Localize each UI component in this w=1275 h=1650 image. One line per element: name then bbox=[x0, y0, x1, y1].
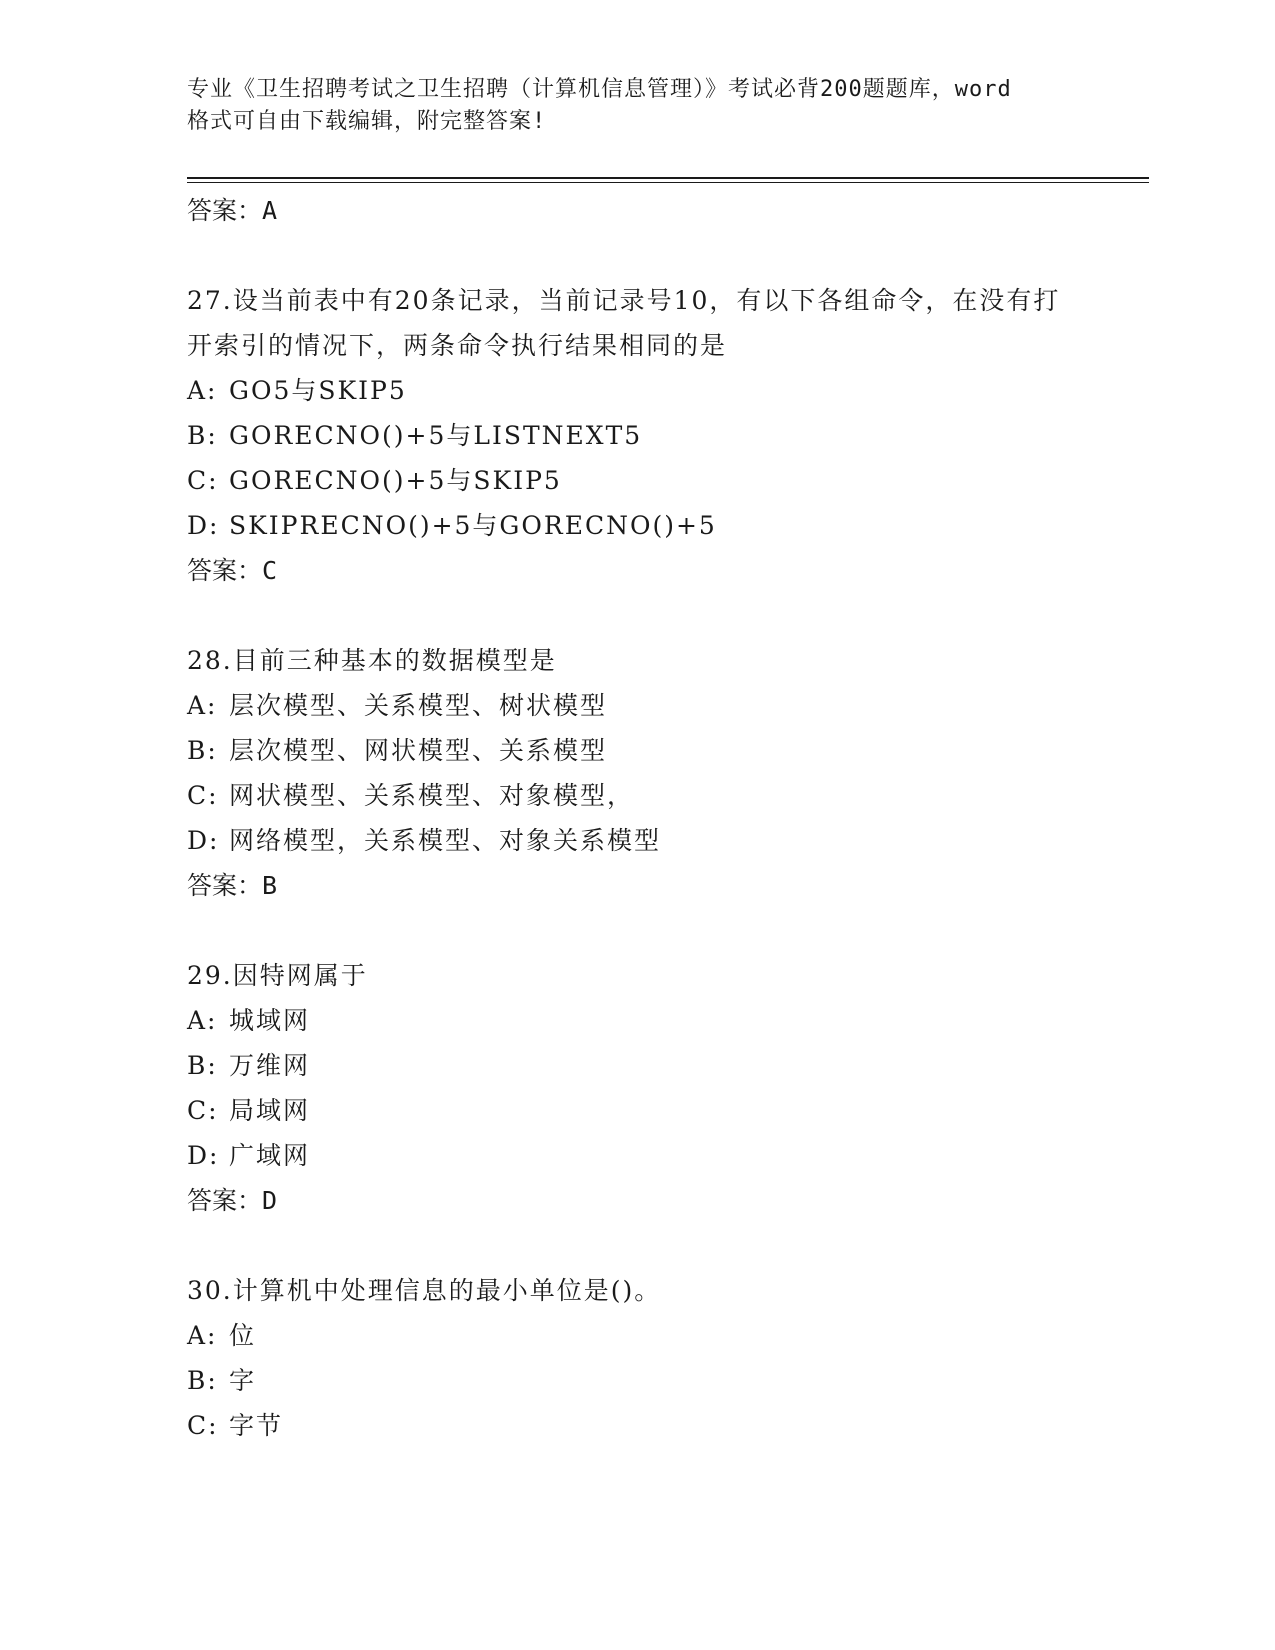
document-header bbox=[187, 74, 1087, 138]
option-label: D: bbox=[187, 1141, 220, 1170]
option-label: D: bbox=[187, 511, 220, 540]
question-block bbox=[187, 638, 1087, 908]
option-label: A: bbox=[187, 1321, 218, 1350]
question-block bbox=[187, 1268, 1087, 1448]
option-a bbox=[187, 1313, 1087, 1358]
option-text: 层次模型、关系模型、树状模型 bbox=[229, 691, 608, 720]
option-label: B: bbox=[187, 1366, 218, 1395]
option-a bbox=[187, 368, 1087, 413]
answer-line: 答案：C bbox=[187, 556, 278, 585]
option-b bbox=[187, 413, 1087, 458]
option-text: 广域网 bbox=[229, 1141, 311, 1170]
option-c bbox=[187, 1088, 1087, 1133]
option-text: 字 bbox=[229, 1366, 257, 1395]
option-d bbox=[187, 503, 1087, 548]
option-a bbox=[187, 998, 1087, 1043]
option-b bbox=[187, 1043, 1087, 1088]
option-label: A: bbox=[187, 691, 218, 720]
option-c bbox=[187, 458, 1087, 503]
question-list bbox=[187, 188, 1087, 1448]
option-text: 位 bbox=[229, 1321, 257, 1350]
option-text: 万维网 bbox=[229, 1051, 311, 1080]
header-line-1: 专业《卫生招聘考试之卫生招聘（计算机信息管理）》考试必背200题题库，word bbox=[187, 77, 1012, 102]
option-label: A: bbox=[187, 376, 218, 405]
option-text: GO5与SKIP5 bbox=[229, 376, 407, 405]
option-c bbox=[187, 1403, 1087, 1448]
option-text: 字节 bbox=[229, 1411, 284, 1440]
option-text: SKIPRECNO()+5与GORECNO()+5 bbox=[229, 511, 717, 540]
option-label: A: bbox=[187, 1006, 218, 1035]
option-d bbox=[187, 1133, 1087, 1178]
answer-line: 答案：A bbox=[187, 196, 278, 225]
option-label: C: bbox=[187, 466, 219, 495]
answer-line: 答案：B bbox=[187, 871, 278, 900]
option-text: 网状模型、关系模型、对象模型， bbox=[229, 781, 635, 810]
question-block bbox=[187, 953, 1087, 1223]
option-d bbox=[187, 818, 1087, 863]
question-text: 29.因特网属于 bbox=[187, 961, 368, 990]
option-text: 城域网 bbox=[229, 1006, 311, 1035]
option-label: C: bbox=[187, 1096, 219, 1125]
question-text: 27.设当前表中有20条记录，当前记录号10，有以下各组命令，在没有打开索引的情况下，两条命令执行结果相同的是 bbox=[187, 286, 1061, 360]
option-b bbox=[187, 1358, 1087, 1403]
header-divider-thick bbox=[187, 177, 1149, 179]
header-divider-thin bbox=[187, 182, 1149, 183]
option-c bbox=[187, 773, 1087, 818]
option-label: D: bbox=[187, 826, 220, 855]
option-label: B: bbox=[187, 736, 218, 765]
answer-line: 答案：D bbox=[187, 1186, 278, 1215]
option-label: C: bbox=[187, 1411, 219, 1440]
option-label: B: bbox=[187, 421, 218, 450]
header-line-2: 格式可自由下载编辑，附完整答案! bbox=[187, 109, 547, 134]
question-block bbox=[187, 278, 1087, 593]
question-text: 28.目前三种基本的数据模型是 bbox=[187, 646, 557, 675]
option-text: 层次模型、网状模型、关系模型 bbox=[229, 736, 608, 765]
option-b bbox=[187, 728, 1087, 773]
question-text: 30.计算机中处理信息的最小单位是()。 bbox=[187, 1276, 662, 1305]
option-text: 网络模型，关系模型、对象关系模型 bbox=[229, 826, 662, 855]
option-a bbox=[187, 683, 1087, 728]
option-text: 局域网 bbox=[229, 1096, 311, 1125]
option-text: GORECNO()+5与SKIP5 bbox=[229, 466, 562, 495]
option-label: B: bbox=[187, 1051, 218, 1080]
option-label: C: bbox=[187, 781, 219, 810]
option-text: GORECNO()+5与LISTNEXT5 bbox=[229, 421, 643, 450]
